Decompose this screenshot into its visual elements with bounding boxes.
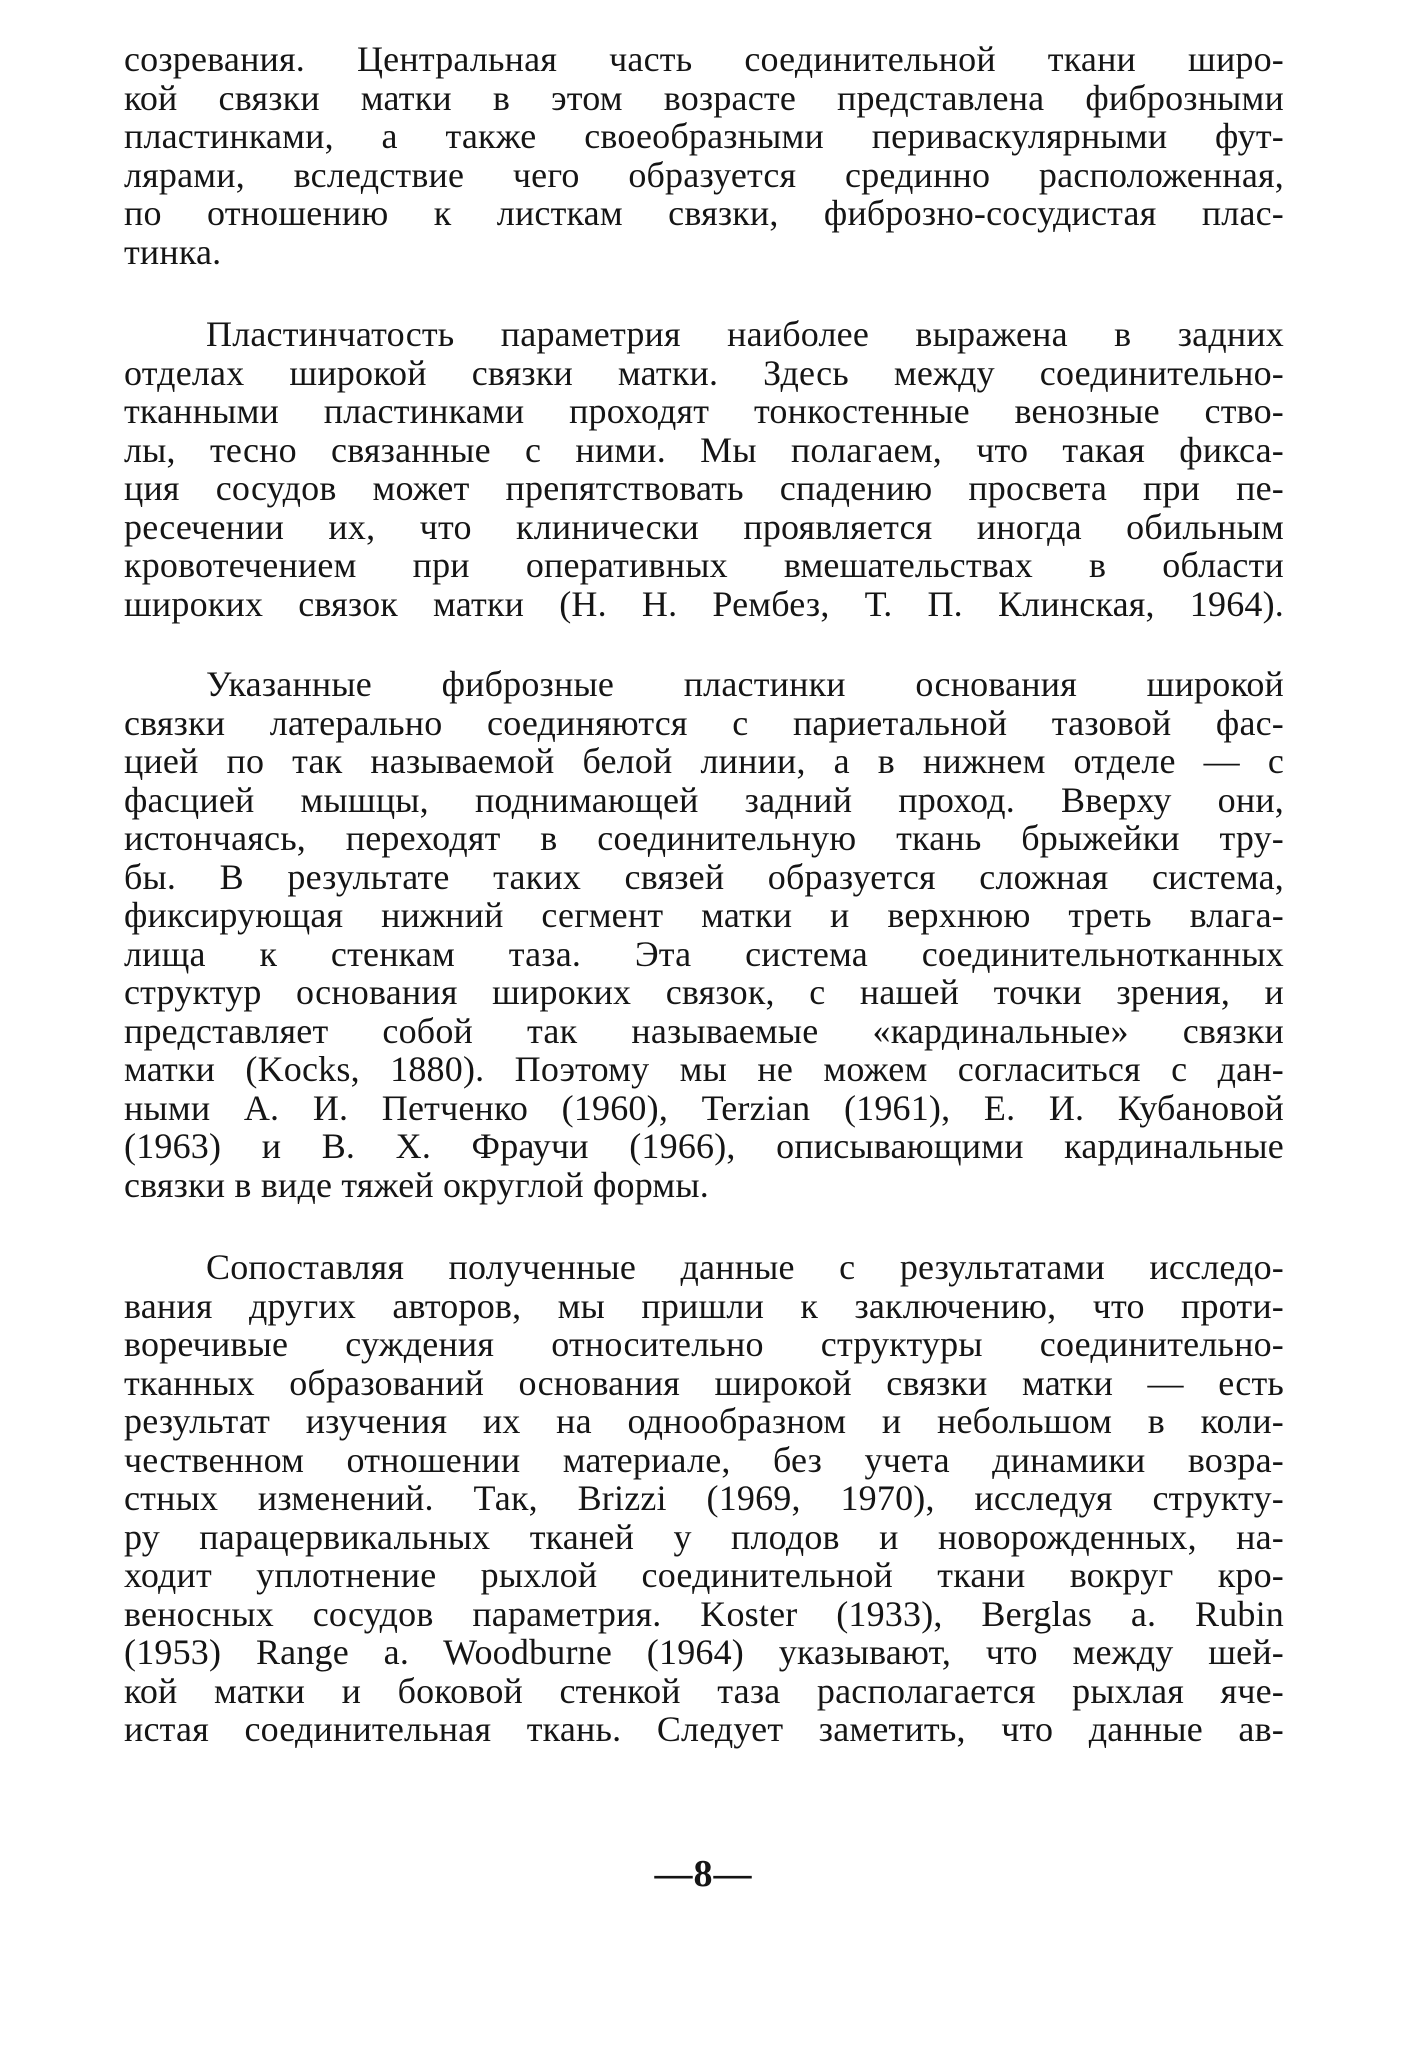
text-line: воречивые суждения относительно структуры соединительно- — [124, 1324, 1284, 1364]
text-line: чественном отношении материале, без учета динамики возра- — [124, 1439, 1284, 1480]
text-line: Пластинчатость параметрия наиболее выражена в задних — [206, 314, 1284, 354]
text-line: фасцией мышцы, поднимающей задний проход. Вверху они, — [124, 779, 1284, 820]
text-line: истая соединительная ткань. Следует заметить, что данные ав- — [124, 1709, 1284, 1749]
text-line: цией по так называемой белой линии, а в нижнем отделе — с — [124, 741, 1284, 781]
text-line: связки латерально соединяются с париетальной тазовой фас- — [124, 702, 1284, 743]
text-line: Указанные фиброзные пластинки основания широкой — [206, 664, 1284, 704]
text-line: истончаясь, переходят в соединительную ткань брыжейки тру- — [124, 818, 1284, 858]
paragraph-3 — [124, 665, 1284, 1204]
text-line: созревания. Центральная часть соединительной ткани широ- — [124, 39, 1284, 79]
text-line: результат изучения их на однообразном и небольшом в коли- — [124, 1401, 1284, 1441]
text-line: ция сосудов может препятствовать спадению просвета при пе- — [124, 468, 1284, 508]
text-line: кой связки матки в этом возрасте представлена фиброзными — [124, 77, 1284, 118]
text-line: (1963) и В. Х. Фраучи (1966), описывающими кардинальные — [124, 1126, 1284, 1166]
page-number: —8— — [654, 1853, 753, 1895]
text-line: ными А. И. Петченко (1960), Terzian (1961), Е. И. Кубановой — [124, 1087, 1284, 1128]
text-line: тинка. — [124, 231, 222, 272]
text-line: бы. В результате таких связей образуется сложная система, — [124, 856, 1284, 897]
text-line: кровотечением при оперативных вмешательствах в области — [124, 545, 1284, 585]
text-line: лища к стенкам таза. Эта система соединительнотканных — [124, 933, 1284, 974]
text-line: представляет собой так называемые «кардинальные» связки — [124, 1010, 1284, 1051]
text-line: ходит уплотнение рыхлой соединительной ткани вокруг кро- — [124, 1555, 1284, 1595]
text-line: ру парацервикальных тканей у плодов и новорожденных, на- — [124, 1516, 1284, 1557]
text-line: широких связок матки (Н. Н. Рембез, Т. П. Клинская, 1964). — [124, 583, 1284, 624]
text-line: вания других авторов, мы пришли к заключению, что проти- — [124, 1285, 1284, 1326]
text-line: Сопоставляя полученные данные с результатами исследо- — [206, 1247, 1284, 1287]
text-line: матки (Kocks, 1880). Поэтому мы не можем согласиться с дан- — [124, 1049, 1284, 1089]
paragraph-4 — [124, 1248, 1284, 1749]
text-line: (1953) Range a. Woodburne (1964) указывают, что между шей- — [124, 1632, 1284, 1672]
text-line: структур основания широких связок, с нашей точки зрения, и — [124, 972, 1284, 1012]
text-line: стных изменений. Так, Brizzi (1969, 1970), исследуя структу- — [124, 1478, 1284, 1518]
paragraph-1 — [124, 40, 1284, 271]
text-line: тканных образований основания широкой связки матки — есть — [124, 1362, 1284, 1403]
text-line: ресечении их, что клинически проявляется иногда обильным — [124, 506, 1284, 547]
text-line: лы, тесно связанные с ними. Мы полагаем, что такая фикса- — [124, 429, 1284, 470]
text-line: пластинками, а также своеобразными периваскулярными фут- — [124, 116, 1284, 156]
text-line: связки в виде тяжей округлой формы. — [124, 1164, 709, 1205]
paragraph-2 — [124, 315, 1284, 623]
text-line: тканными пластинками проходят тонкостенные венозные ство- — [124, 391, 1284, 431]
text-line: по отношению к листкам связки, фиброзно-сосудистая плас- — [124, 193, 1284, 233]
text-line: кой матки и боковой стенкой таза располагается рыхлая яче- — [124, 1670, 1284, 1711]
text-line: фиксирующая нижний сегмент матки и верхнюю треть влага- — [124, 895, 1284, 935]
text-line: веносных сосудов параметрия. Koster (1933), Berglas a. Rubin — [124, 1593, 1284, 1634]
text-line: лярами, вследствие чего образуется срединно расположенная, — [124, 154, 1284, 195]
text-line: отделах широкой связки матки. Здесь между соединительно- — [124, 352, 1284, 393]
